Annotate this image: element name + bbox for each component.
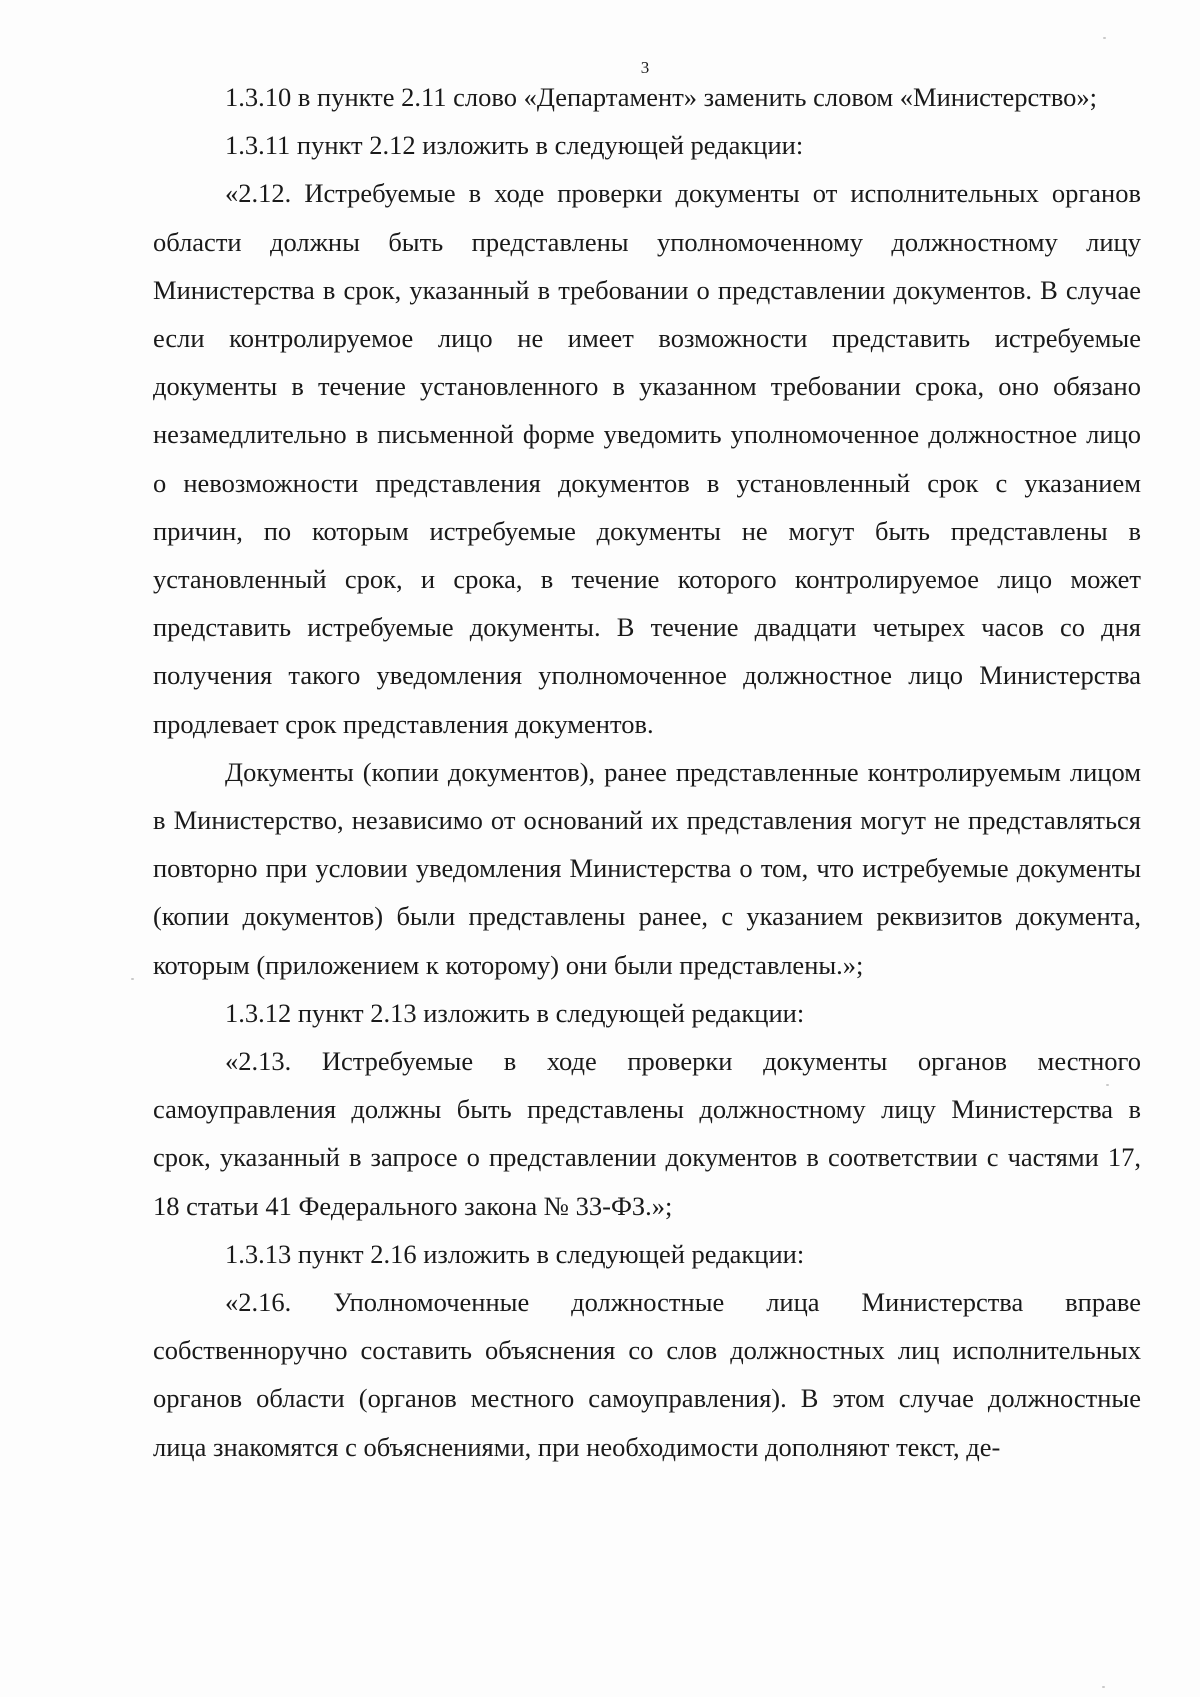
document-body bbox=[153, 73, 1141, 1471]
paragraph-1-3-13: 1.3.13 пункт 2.16 изложить в следующей редакции: bbox=[225, 1238, 805, 1269]
scan-speck bbox=[1102, 1686, 1105, 1688]
paragraph-documents-copies: Документы (копии документов), ранее представленные контролируемым лицом в Министерство, независимо от оснований их представления могут не представляться повторно при условии уведомления Министерства о том, что истребуемые документы (копии документов) были представлены ранее, с указанием реквизитов документа, которым (приложением к которому) они были представлены.»; bbox=[153, 756, 1141, 980]
page-number: 3 bbox=[640, 58, 650, 77]
paragraph-2-12: «2.12. Истребуемые в ходе проверки документы от исполнительных органов области должны быть представлены уполномоченному должностному лицу Министерства в срок, указанный в требовании о представлении документов. В случае если контролируемое лицо не имеет возможности представить истребуемые документы в течение установленного в указанном требовании срока, оно обязано незамедлительно в письменной форме уведомить уполномоченное должностное лицо о невозможности представления документов в установленный срок с указанием причин, по которым истребуемые документы не могут быть представлены в установленный срок, и срока, в течение которого контролируемое лицо может представить истребуемые документы. В течение двадцати четырех часов со дня получения такого уведомления уполномоченное должностное лицо Министерства продлевает срок представления документов. bbox=[153, 178, 1141, 739]
paragraph-1-3-11: 1.3.11 пункт 2.12 изложить в следующей редакции: bbox=[225, 130, 804, 161]
paragraph-2-16: «2.16. Уполномоченные должностные лица Министерства вправе собственноручно составить объяснения со слов должностных лиц исполнительных органов области (органов местного самоуправления). В этом случае должностные лица знакомятся с объяснениями, при необходимости дополняют текст, де- bbox=[153, 1287, 1141, 1462]
paragraph-1-3-10: 1.3.10 в пункте 2.11 слово «Департамент» заменить словом «Министерство»; bbox=[225, 82, 1098, 112]
scan-speck bbox=[1106, 1084, 1109, 1086]
scan-speck bbox=[1103, 37, 1106, 39]
paragraph-1-3-12: 1.3.12 пункт 2.13 изложить в следующей редакции: bbox=[225, 997, 805, 1028]
scan-speck bbox=[131, 978, 134, 980]
paragraph-2-13: «2.13. Истребуемые в ходе проверки документы органов местного самоуправления должны быть представлены должностному лицу Министерства в срок, указанный в запросе о представлении документов в соответствии с частями 17, 18 статьи 41 Федерального закона № 33-ФЗ.»; bbox=[153, 1046, 1141, 1221]
